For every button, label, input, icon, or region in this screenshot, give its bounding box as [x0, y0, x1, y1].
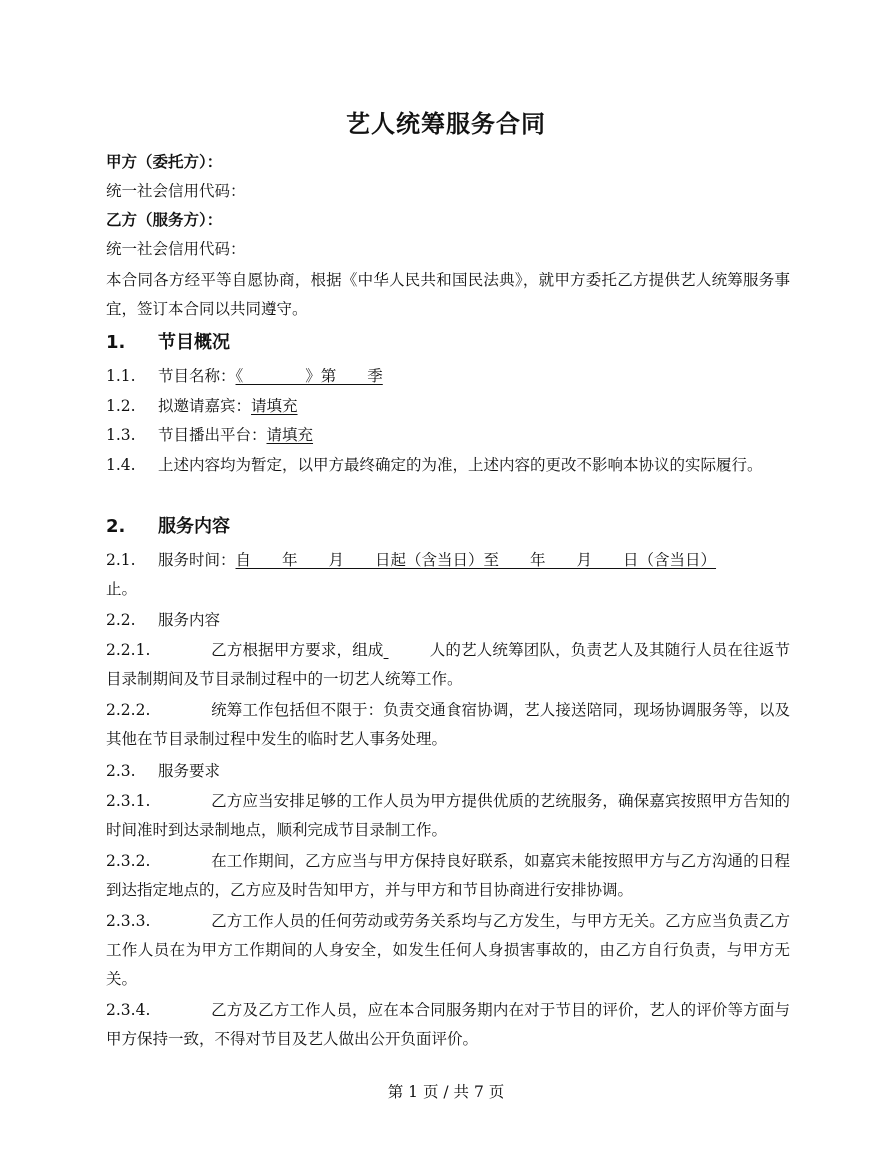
clause-2-3 [106, 757, 790, 786]
clause-number: 2.2.2. [106, 701, 151, 719]
program-name-blank: 《 》第 季 [235, 367, 383, 385]
clause-1-1 [106, 362, 790, 391]
section-title: 服务内容 [158, 516, 230, 537]
party-b-label: 乙方（服务方）： [106, 211, 223, 229]
clause-text: 在工作期间，乙方应当与甲方保持良好联系，如嘉宾未能按照甲方与乙方沟通的日程到达指定地点的，乙方应及时告知甲方，并与甲方和节目协商进行安排协调。 [106, 852, 790, 899]
clause-number: 1.4. [106, 456, 136, 474]
clause-number: 1.3. [106, 426, 136, 444]
clause-label: 节目播出平台： [158, 426, 267, 444]
clause-text: 服务内容 [158, 611, 221, 629]
document-title: 艺人统筹服务合同 [346, 110, 546, 138]
clause-number: 2.3.1. [106, 792, 151, 810]
section-number: 1. [106, 332, 126, 353]
clause-2-2-2 [106, 696, 790, 754]
guest-blank: 请填充 [251, 397, 298, 415]
clause-number: 2.2. [106, 611, 136, 629]
section-1-heading [106, 328, 230, 358]
clause-text-a: 乙方根据甲方要求，组成 [211, 641, 384, 659]
clause-1-4 [106, 451, 790, 480]
clause-text: 乙方应当安排足够的工作人员为甲方提供优质的艺统服务，确保嘉宾按照甲方告知的时间准时到达录制地点，顺利完成节目录制工作。 [106, 792, 790, 839]
clause-2-3-3 [106, 907, 790, 994]
clause-label: 拟邀请嘉宾： [158, 397, 252, 415]
intro-paragraph: 本合同各方经平等自愿协商，根据《中华人民共和国民法典》，就甲方委托乙方提供艺人统筹服务事宜，签订本合同以共同遵守。 [106, 271, 790, 318]
clause-2-3-1 [106, 787, 790, 845]
clause-number: 2.1. [106, 551, 136, 569]
clause-text: 上述内容均为暂定，以甲方最终确定的为准，上述内容的更改不影响本协议的实际履行。 [158, 456, 763, 474]
clause-2-3-4 [106, 996, 790, 1054]
clause-label: 节目名称： [158, 367, 236, 385]
clause-number: 1.1. [106, 367, 136, 385]
service-period-blank: 自 年 月 日起（含当日）至 年 月 日（含当日） [235, 551, 717, 569]
team-size-blank [384, 636, 430, 665]
clause-text: 服务要求 [158, 762, 221, 780]
party-a-label: 甲方（委托方）： [106, 153, 223, 171]
platform-blank: 请填充 [266, 426, 314, 444]
clause-number: 2.3.3. [106, 912, 151, 930]
clause-2-1 [106, 546, 790, 575]
clause-label: 服务时间： [158, 551, 236, 569]
clause-number: 2.3.2. [106, 852, 151, 870]
party-b-code-label: 统一社会信用代码： [106, 240, 246, 258]
clause-text: 乙方工作人员的任何劳动或劳务关系均与乙方发生，与甲方无关。乙方应当负责乙方工作人员在为甲方工作期间的人身安全，如发生任何人身损害事故的，由乙方自行负责，与甲方无关。 [106, 912, 790, 988]
clause-text-b: 人的艺人统筹团队，负责艺人及其随行人员在往返节目录制期间及节目录制过程中的一切艺人统筹工作。 [106, 641, 790, 688]
section-number: 2. [106, 516, 126, 537]
party-a-code-label: 统一社会信用代码： [106, 182, 246, 200]
clause-2-2 [106, 606, 790, 635]
clause-text: 统筹工作包括但不限于：负责交通食宿协调，艺人接送陪同，现场协调服务等，以及其他在节目录制过程中发生的临时艺人事务处理。 [106, 701, 790, 748]
clause-2-2-1 [106, 636, 790, 694]
section-title: 节目概况 [158, 332, 230, 353]
clause-number: 2.3.4. [106, 1001, 151, 1019]
clause-2-3-2 [106, 847, 790, 905]
clause-1-3 [106, 421, 790, 450]
section-2-heading [106, 512, 230, 542]
clause-number: 1.2. [106, 397, 136, 415]
clause-number: 2.2.1. [106, 641, 151, 659]
clause-2-1-tail: 止。 [106, 580, 138, 598]
clause-text: 乙方及乙方工作人员，应在本合同服务期内在对于节目的评价，艺人的评价等方面与甲方保持一致，不得对节目及艺人做出公开负面评价。 [106, 1001, 790, 1048]
clause-number: 2.3. [106, 762, 136, 780]
page-footer: 第 1 页 / 共 7 页 [387, 1083, 505, 1101]
clause-1-2 [106, 392, 790, 421]
